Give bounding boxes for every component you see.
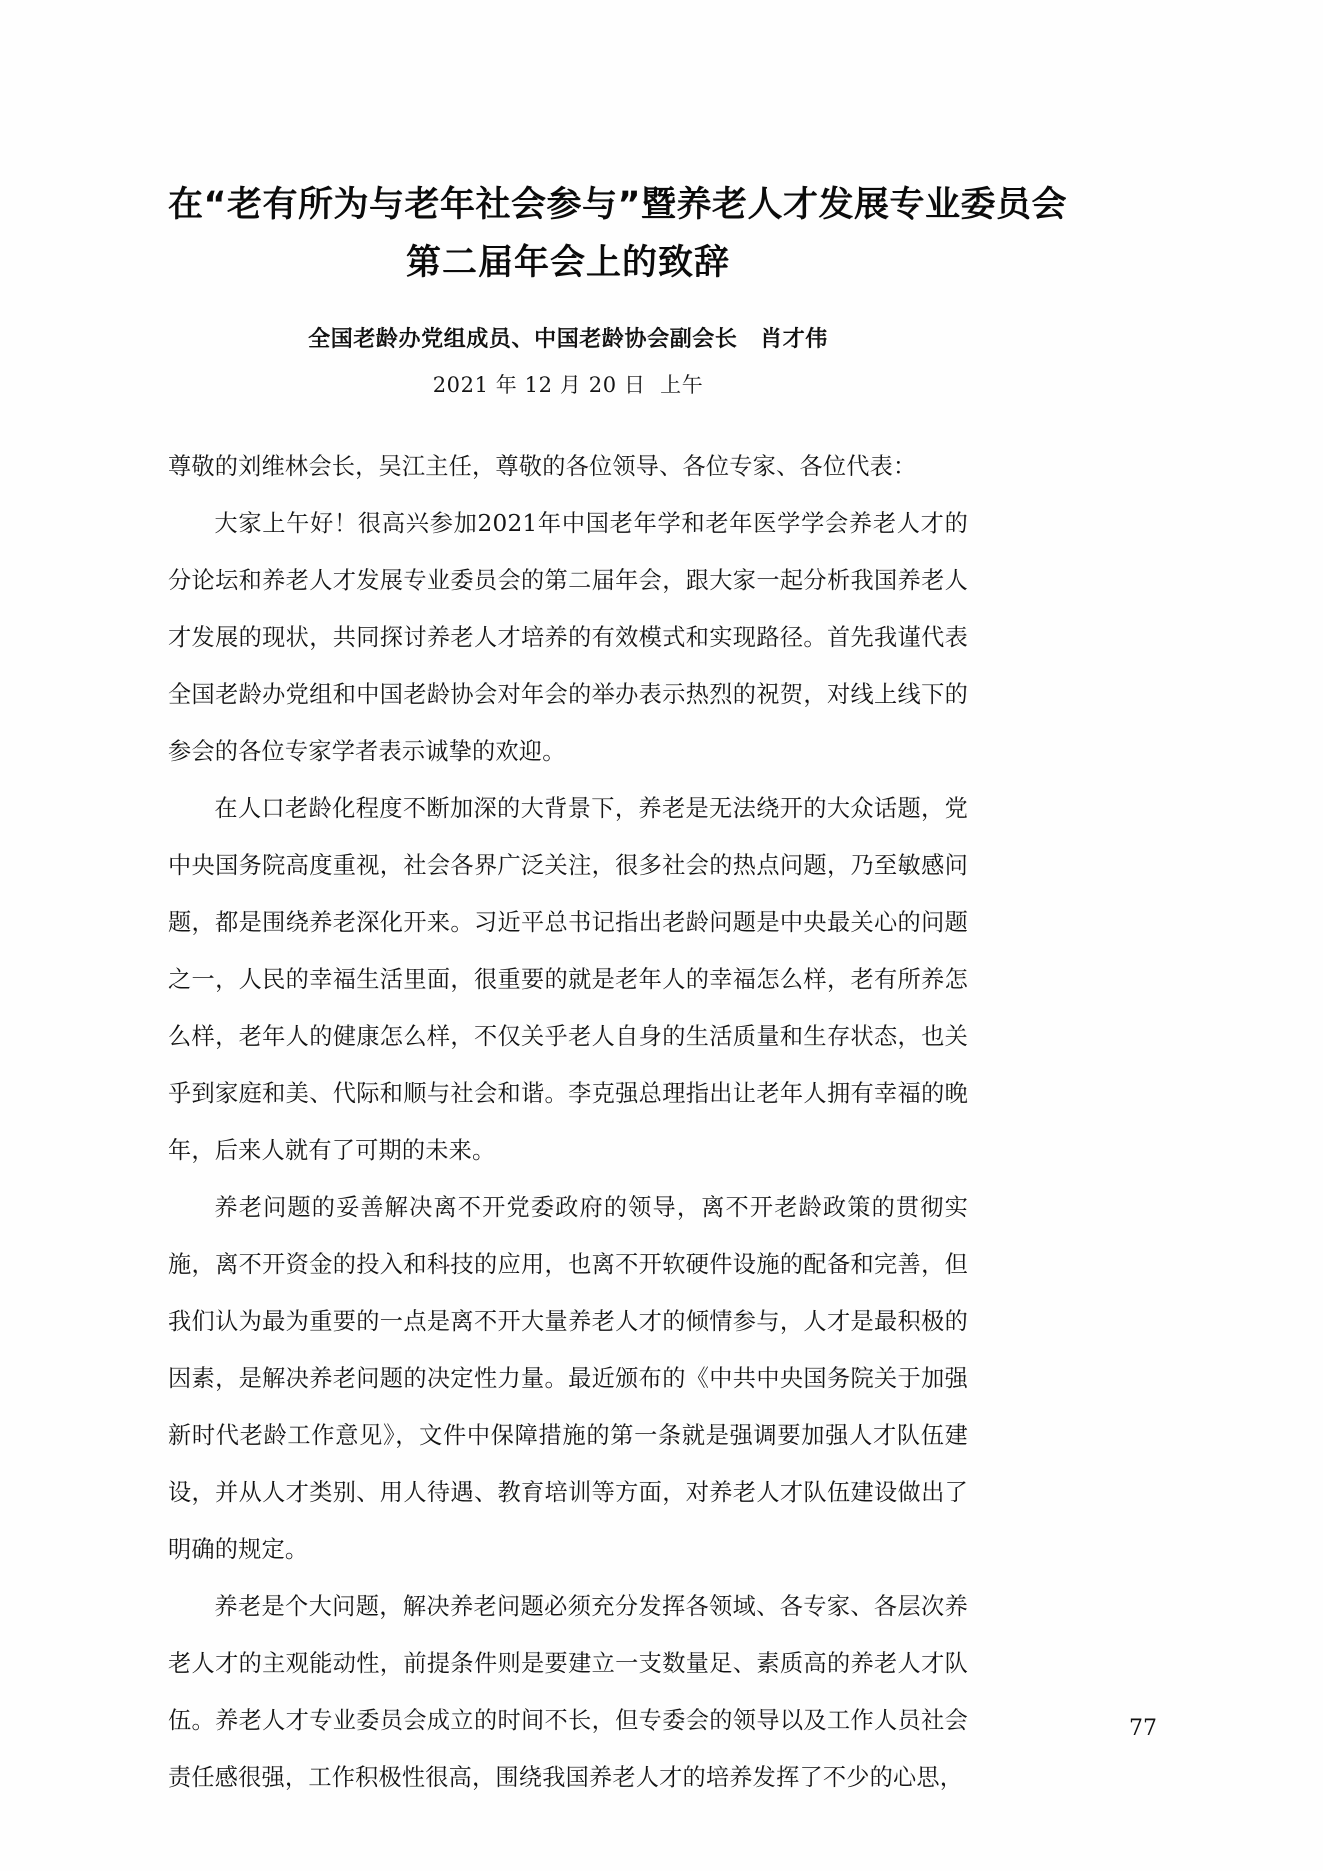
page-content [168,0,1068,1806]
title-line-2: 第二届年会上的致辞 [405,243,730,283]
paragraph-aging-background: 在人口老龄化程度不断加深的大背景下，养老是无法绕开的大众话题，党中央国务院高度重视，社会各界广泛关注，很多社会的热点问题，乃至敏感问题，都是围绕养老深化开来。习近平总书记指出老龄问题是中央最关心的问题之一，人民的幸福生活里面，很重要的就是老年人的幸福怎么样，老有所养怎么样，老年人的健康怎么样，不仅关乎老人自身的生活质量和生存状态，也关乎到家庭和美、代际和顺与社会和谐。李克强总理指出让老年人拥有幸福的晚年，后来人就有了可期的未来。 [168,795,968,1164]
paragraph-talent-policy: 养老问题的妥善解决离不开党委政府的领导，离不开老龄政策的贯彻实施，离不开资金的投入和科技的应用，也离不开软硬件设施的配备和完善，但我们认为最为重要的一点是离不开大量养老人才的倾情参与，人才是最积极的因素，是解决养老问题的决定性力量。最近颁布的《中共中央国务院关于加强新时代老龄工作意见》，文件中保障措施的第一条就是强调要加强人才队伍建设，并从人才类别、用人待遇、教育培训等方面，对养老人才队伍建设做出了明确的规定。 [168,1194,968,1563]
author-byline: 全国老龄办党组成员、中国老龄协会副会长 肖才伟 [308,327,828,352]
paragraph-salutation: 尊敬的刘维林会长，吴江主任，尊敬的各位领导、各位专家、各位代表： [168,453,917,480]
title-line-1: 在“老有所为与老年社会参与”暨养老人才发展专业委员会 [168,185,1068,225]
page-title [168,0,1068,292]
date-line: 2021 年 12 月 20 日 上午 [432,373,704,397]
paragraph-committee-work: 养老是个大问题，解决养老问题必须充分发挥各领域、各专家、各层次养老人才的主观能动性，前提条件则是要建立一支数量足、素质高的养老人才队伍。养老人才专业委员会成立的时间不长，但专委会的领导以及工作人员社会责任感很强，工作积极性很高，围绕我国养老人才的培养发挥了不少的心思， [168,1593,968,1791]
page-number: 77 [1129,1716,1157,1741]
body-text [168,402,968,1806]
paragraph-greeting: 大家上午好！很高兴参加2021年中国老年学和老年医学学会养老人才的分论坛和养老人才发展专业委员会的第二届年会，跟大家一起分析我国养老人才发展的现状，共同探讨养老人才培养的有效模式和实现路径。首先我谨代表全国老龄办党组和中国老龄协会对年会的举办表示热烈的祝贺，对线上线下的参会的各位专家学者表示诚挚的欢迎。 [168,510,968,765]
